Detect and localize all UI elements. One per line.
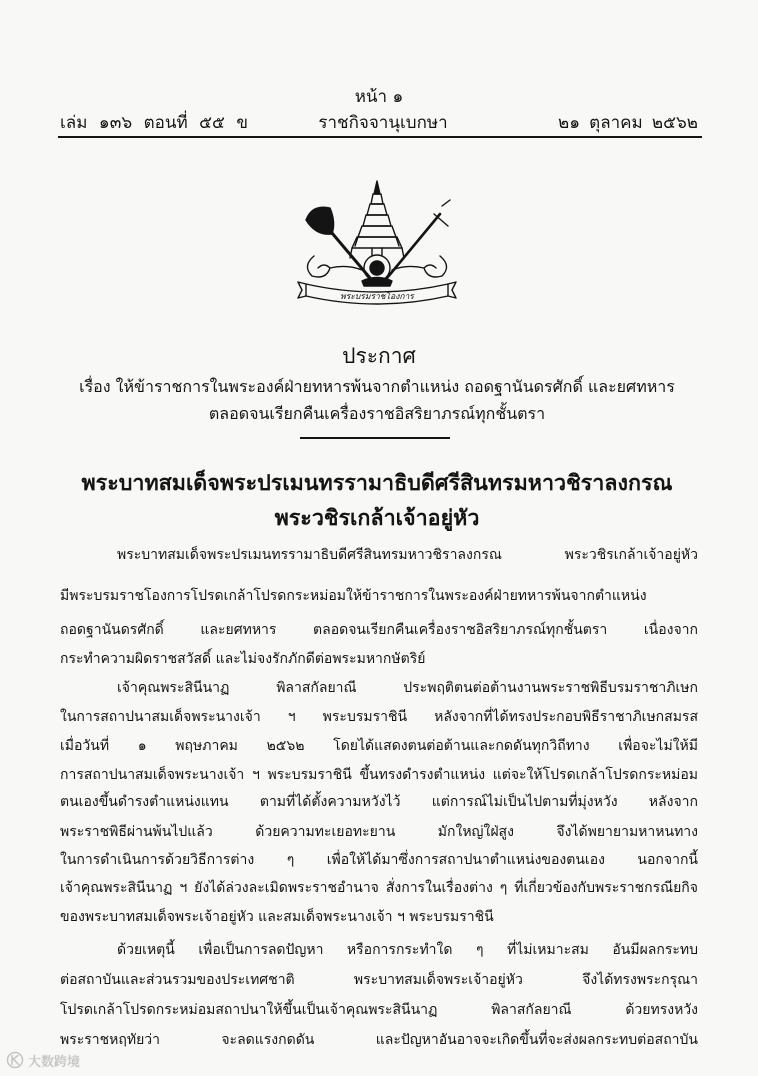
body-line: ในการดำเนินการด้วยวิธีการต่าง ๆ เพื่อให้ได้มาซึ่งการสถาปนาตำแหน่งของตนเอง นอกจากนี้ <box>60 852 698 868</box>
body-line: เมื่อวันที่ ๑ พฤษภาคม ๒๕๖๒ โดยได้แสดงตนต่อต้านและกดดันทุกวิถีทาง เพื่อจะไม่ให้มี <box>60 738 698 754</box>
body-line: ด้วยเหตุนี้ เพื่อเป็นการลดปัญหา หรือการกระทำใด ๆ ที่ไม่เหมาะสม อันมีผลกระทบ <box>117 942 698 958</box>
page-number: หน้า ๑ <box>354 87 404 107</box>
body-line: พระราชพิธีผ่านพ้นไปแล้ว ด้วยความทะเยอทะยาน มักใหญ่ใฝ่สูง จึงได้พยายามหาหนทาง <box>60 824 698 840</box>
watermark-logo-icon <box>6 1051 24 1069</box>
body-line: กระทำความผิดราชสวัสดิ์ และไม่จงรักภักดีต่อพระมหากษัตริย์ <box>60 651 426 667</box>
header-divider <box>58 136 702 138</box>
publication-name: ราชกิจจานุเบกษา <box>318 113 448 133</box>
body-line: ตนเองขึ้นดำรงตำแหน่งแทน ตามที่ได้ตั้งความหวังไว้ แต่การณ์ไม่เป็นไปตามที่มุ่งหวัง หลังจาก <box>60 794 698 810</box>
body-line: เจ้าคุณพระสินีนาฏ ฯ ยังได้ล่วงละเมิดพระราชอำนาจ สั่งการในเรื่องต่าง ๆ ที่เกี่ยวข้องกับพระราชกรณียกิจ <box>60 880 698 896</box>
body-line: พระบาทสมเด็จพระปรเมนทรรามาธิบดีศรีสินทรมหาวชิราลงกรณ พระวชิรเกล้าเจ้าอยู่หัว <box>117 547 698 563</box>
subject-line: เรื่อง ให้ข้าราชการในพระองค์ฝ่ายทหารพ้นจากตำแหน่ง ถอดฐานันดรศักดิ์ และยศทหาร <box>79 377 675 396</box>
publication-date: ๒๑ ตุลาคม ๒๕๖๒ <box>558 113 698 133</box>
body-line: ในการสถาปนาสมเด็จพระนางเจ้า ฯ พระบรมราชินี หลังจากที่ได้ทรงประกอบพิธีราชาภิเษกสมรส <box>60 709 698 725</box>
body-line: ถอดฐานันดรศักดิ์ และยศทหาร ตลอดจนเรียกคืนเครื่องราชอิสริยาภรณ์ทุกชั้นตรา เนื่องจาก <box>60 622 698 638</box>
body-line: โปรดเกล้าโปรดกระหม่อมสถาปนาให้ขึ้นเป็นเจ้าคุณพระสินีนาฏ พิลาสกัลยาณี ด้วยทรงหวัง <box>60 1002 698 1018</box>
body-line: พระราชหฤทัยว่า จะลดแรงกดดัน และปัญหาอันอาจจะเกิดขึ้นที่จะส่งผลกระทบต่อสถาบัน <box>60 1032 698 1048</box>
heading-line: พระวชิรเกล้าเจ้าอยู่หัว <box>274 506 480 531</box>
volume-issue: เล่ม ๑๓๖ ตอนที่ ๕๕ ข <box>60 113 248 133</box>
royal-emblem-icon <box>292 178 462 310</box>
heading-line: พระบาทสมเด็จพระปรเมนทรรามาธิบดีศรีสินทรมหาวชิราลงกรณ <box>81 471 673 496</box>
emblem-banner-text: พระบรมราชโองการ <box>340 292 414 302</box>
watermark <box>6 1050 80 1070</box>
watermark-text: 大数跨境 <box>28 1054 81 1070</box>
body-line: ของพระบาทสมเด็จพระเจ้าอยู่หัว และสมเด็จพระนางเจ้า ฯ พระบรมราชินี <box>60 909 494 925</box>
subject-line: ตลอดจนเรียกคืนเครื่องราชอิสริยาภรณ์ทุกชั้นตรา <box>208 404 546 423</box>
body-line: มีพระบรมราชโองการโปรดเกล้าโปรดกระหม่อมให้ข้าราชการในพระองค์ฝ่ายทหารพ้นจากตำแหน่ง <box>60 588 647 604</box>
body-line: การสถาปนาสมเด็จพระนางเจ้า ฯ พระบรมราชินี ขึ้นทรงดำรงตำแหน่ง แต่จะให้โปรดเกล้าโปรดกระหม่อม <box>60 767 698 783</box>
announcement-title: ประกาศ <box>342 344 416 368</box>
body-line: เจ้าคุณพระสินีนาฏ พิลาสกัลยาณี ประพฤติตนต่อต้านงานพระราชพิธีบรมราชาภิเษก <box>117 680 698 696</box>
body-line: ต่อสถาบันและส่วนรวมของประเทศชาติ พระบาทสมเด็จพระเจ้าอยู่หัว จึงได้ทรงพระกรุณา <box>60 972 698 988</box>
title-divider <box>300 437 450 439</box>
